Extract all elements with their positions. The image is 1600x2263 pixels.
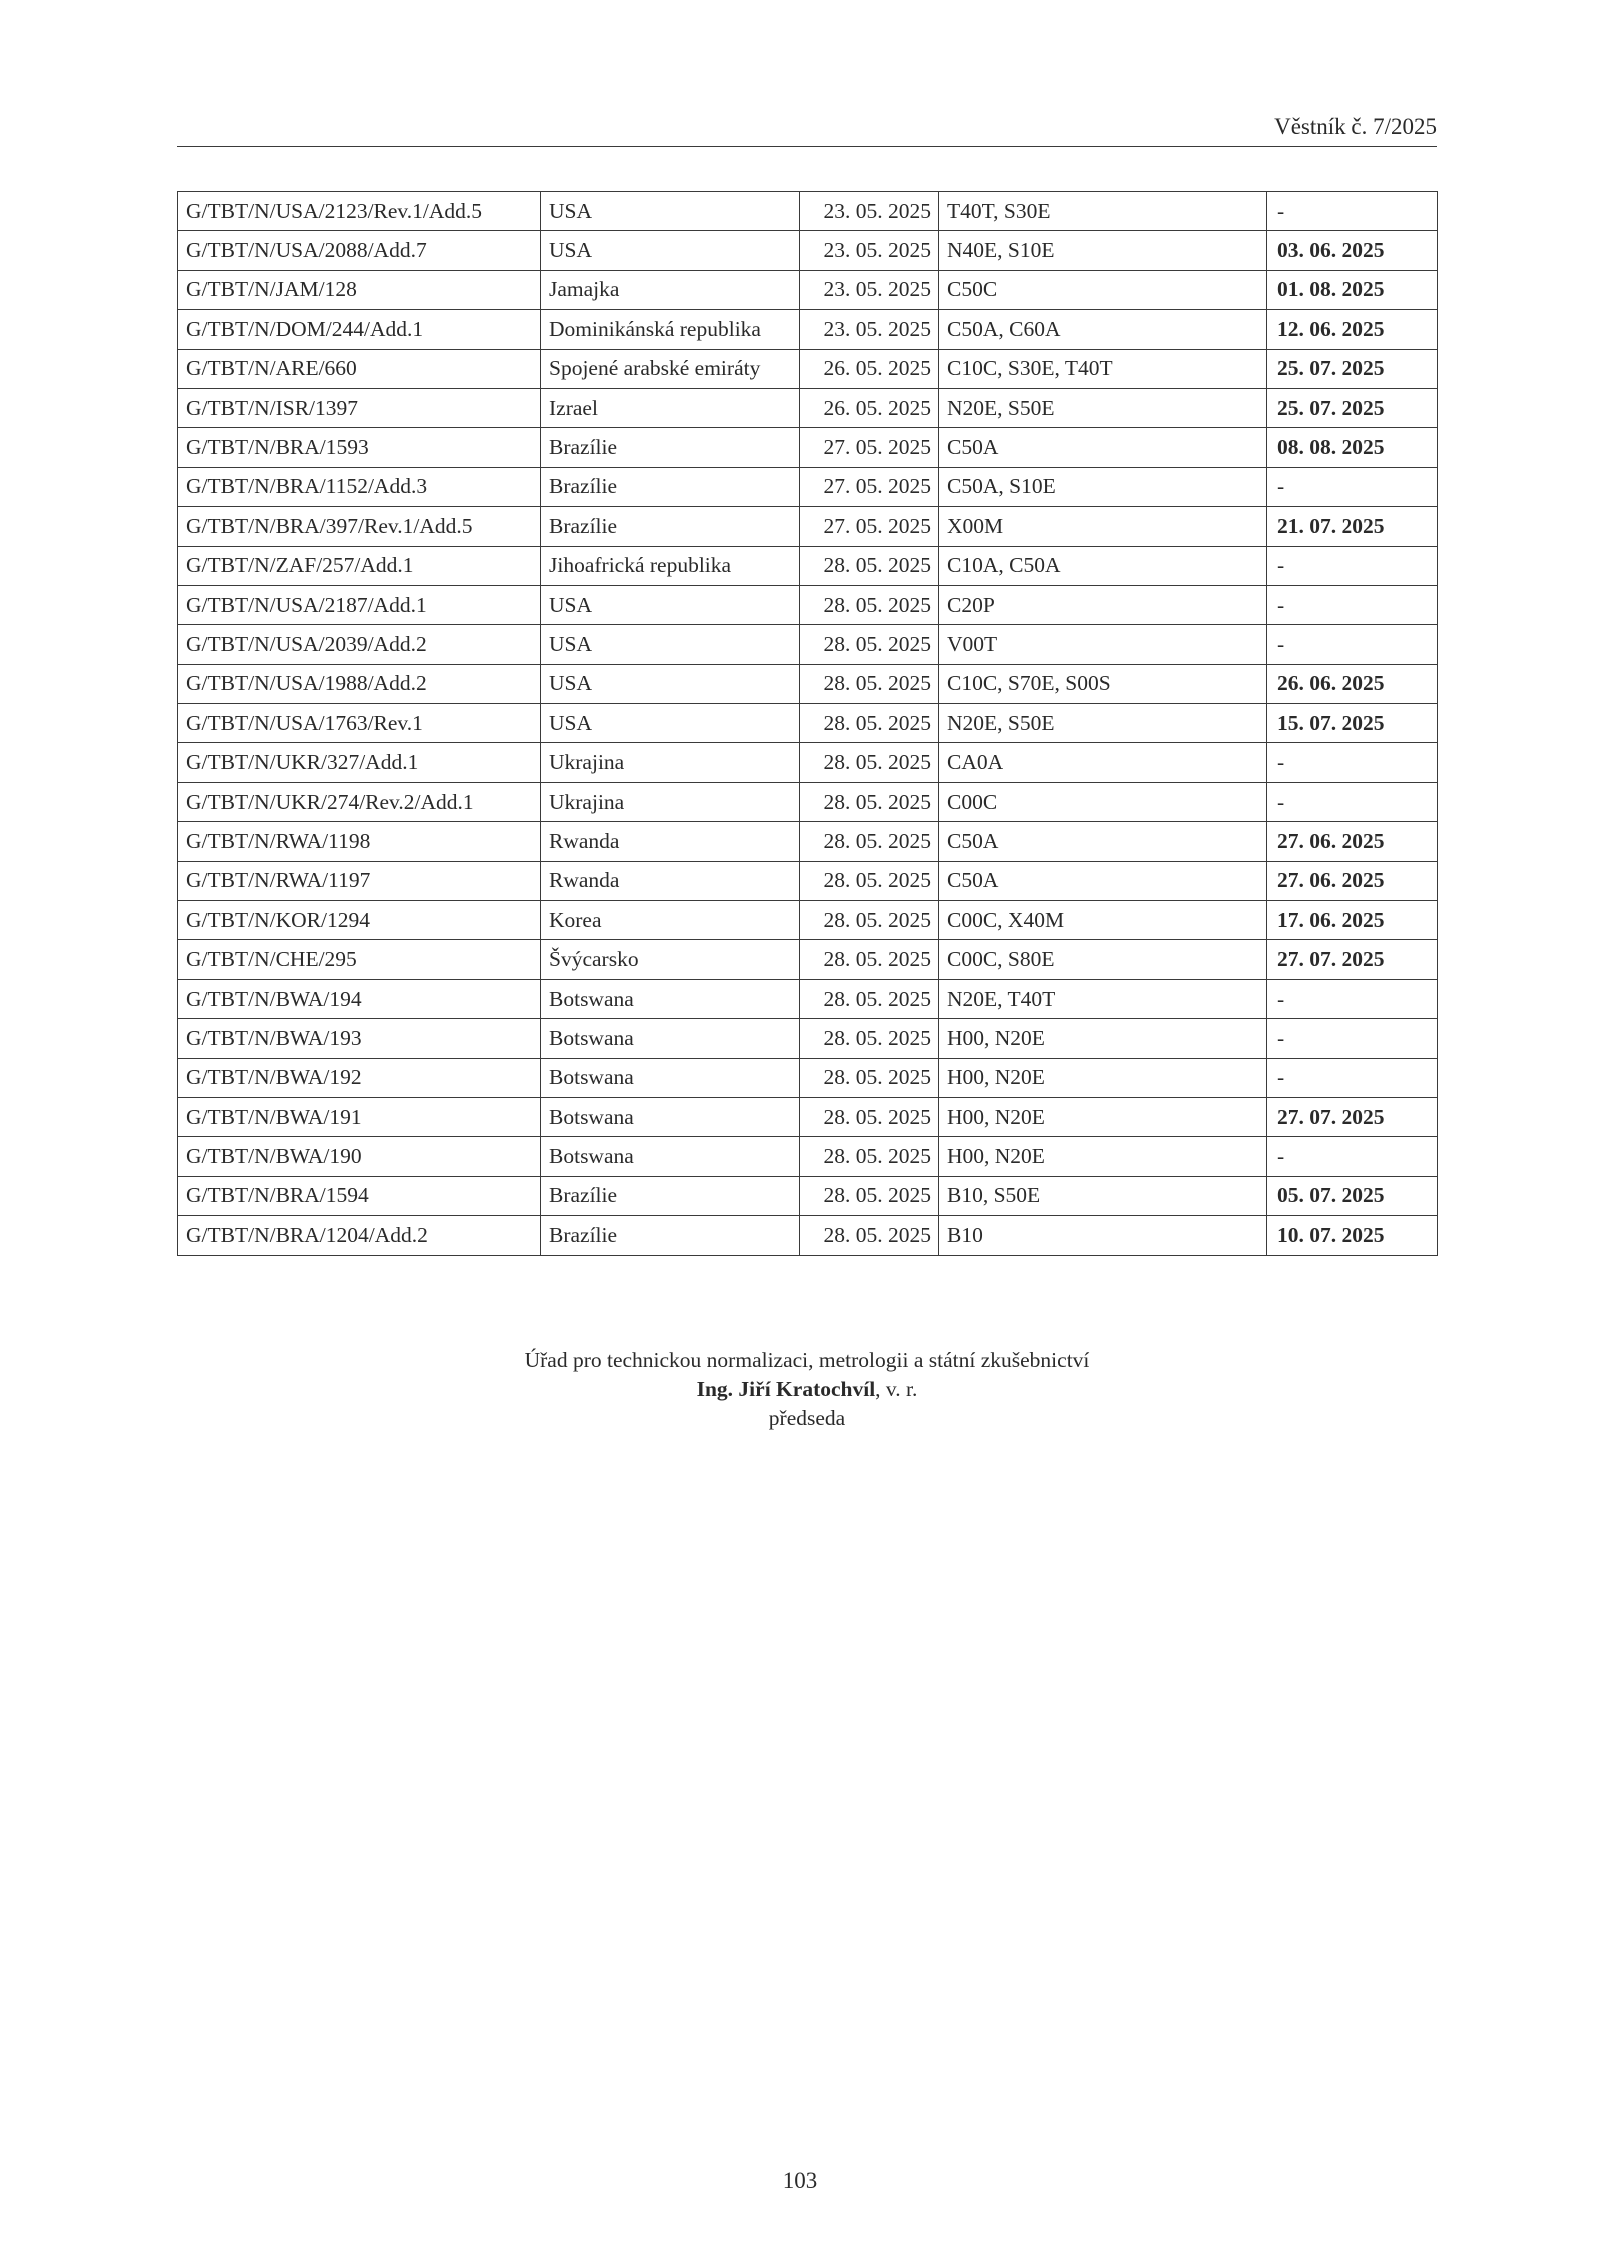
table-row: [178, 940, 1438, 979]
page-number: 103: [782, 2168, 818, 2193]
date-cell: 28. 05. 2025: [800, 782, 939, 821]
ics-code-cell: C50A, S10E: [939, 467, 1267, 506]
country-cell: Brazílie: [541, 467, 800, 506]
ics-code-cell: B10: [939, 1216, 1267, 1255]
comment-deadline-cell: 27. 07. 2025: [1267, 940, 1438, 979]
ics-code-cell: C50A: [939, 861, 1267, 900]
country-cell: Rwanda: [541, 861, 800, 900]
comment-deadline-cell: 17. 06. 2025: [1267, 901, 1438, 940]
signatory: [177, 1375, 1437, 1404]
table-row: [178, 231, 1438, 270]
date-cell: 28. 05. 2025: [800, 704, 939, 743]
table-row: [178, 1216, 1438, 1255]
country-cell: Jihoafrická republika: [541, 546, 800, 585]
table-row: [178, 428, 1438, 467]
ics-code-cell: C10C, S30E, T40T: [939, 349, 1267, 388]
comment-deadline-cell: -: [1267, 782, 1438, 821]
ics-code-cell: C10C, S70E, S00S: [939, 664, 1267, 703]
table-row: [178, 1058, 1438, 1097]
country-cell: Botswana: [541, 1137, 800, 1176]
country-cell: USA: [541, 704, 800, 743]
comment-deadline-cell: 15. 07. 2025: [1267, 704, 1438, 743]
comment-deadline-cell: -: [1267, 979, 1438, 1018]
ics-code-cell: C00C: [939, 782, 1267, 821]
country-cell: USA: [541, 192, 800, 231]
country-cell: Brazílie: [541, 428, 800, 467]
ics-code-cell: C50A, C60A: [939, 310, 1267, 349]
date-cell: 28. 05. 2025: [800, 940, 939, 979]
ics-code-cell: B10, S50E: [939, 1176, 1267, 1215]
country-cell: Korea: [541, 901, 800, 940]
table-row: [178, 1137, 1438, 1176]
notification-code-cell: G/TBT/N/USA/2039/Add.2: [178, 625, 541, 664]
date-cell: 26. 05. 2025: [800, 349, 939, 388]
country-cell: Rwanda: [541, 822, 800, 861]
date-cell: 28. 05. 2025: [800, 1097, 939, 1136]
signatory-suffix: , v. r.: [875, 1377, 918, 1401]
comment-deadline-cell: 27. 06. 2025: [1267, 822, 1438, 861]
country-cell: Botswana: [541, 1019, 800, 1058]
table-row: [178, 704, 1438, 743]
table-row: [178, 546, 1438, 585]
date-cell: 28. 05. 2025: [800, 664, 939, 703]
country-cell: Botswana: [541, 1058, 800, 1097]
country-cell: USA: [541, 585, 800, 624]
comment-deadline-cell: -: [1267, 743, 1438, 782]
date-cell: 28. 05. 2025: [800, 1137, 939, 1176]
notification-code-cell: G/TBT/N/ARE/660: [178, 349, 541, 388]
ics-code-cell: N20E, T40T: [939, 979, 1267, 1018]
notification-code-cell: G/TBT/N/BRA/397/Rev.1/Add.5: [178, 507, 541, 546]
notification-code-cell: G/TBT/N/RWA/1197: [178, 861, 541, 900]
notification-code-cell: G/TBT/N/BRA/1593: [178, 428, 541, 467]
date-cell: 28. 05. 2025: [800, 822, 939, 861]
notification-code-cell: G/TBT/N/BRA/1204/Add.2: [178, 1216, 541, 1255]
date-cell: 28. 05. 2025: [800, 1176, 939, 1215]
notifications-table-body: [178, 192, 1438, 1256]
country-cell: Izrael: [541, 388, 800, 427]
notification-code-cell: G/TBT/N/USA/1763/Rev.1: [178, 704, 541, 743]
date-cell: 28. 05. 2025: [800, 861, 939, 900]
table-row: [178, 861, 1438, 900]
table-row: [178, 270, 1438, 309]
signatory-name: Ing. Jiří Kratochvíl: [696, 1377, 876, 1401]
notification-code-cell: G/TBT/N/CHE/295: [178, 940, 541, 979]
table-row: [178, 349, 1438, 388]
date-cell: 27. 05. 2025: [800, 428, 939, 467]
date-cell: 28. 05. 2025: [800, 743, 939, 782]
notification-code-cell: G/TBT/N/USA/2123/Rev.1/Add.5: [178, 192, 541, 231]
table-row: [178, 585, 1438, 624]
comment-deadline-cell: 08. 08. 2025: [1267, 428, 1438, 467]
ics-code-cell: X00M: [939, 507, 1267, 546]
date-cell: 28. 05. 2025: [800, 1058, 939, 1097]
comment-deadline-cell: -: [1267, 1137, 1438, 1176]
table-row: [178, 1176, 1438, 1215]
notification-code-cell: G/TBT/N/JAM/128: [178, 270, 541, 309]
notification-code-cell: G/TBT/N/ISR/1397: [178, 388, 541, 427]
ics-code-cell: N20E, S50E: [939, 704, 1267, 743]
comment-deadline-cell: -: [1267, 625, 1438, 664]
ics-code-cell: C00C, X40M: [939, 901, 1267, 940]
table-row: [178, 664, 1438, 703]
date-cell: 23. 05. 2025: [800, 192, 939, 231]
table-row: [178, 1019, 1438, 1058]
date-cell: 28. 05. 2025: [800, 979, 939, 1018]
page-header: [177, 112, 1437, 147]
comment-deadline-cell: 21. 07. 2025: [1267, 507, 1438, 546]
comment-deadline-cell: 25. 07. 2025: [1267, 349, 1438, 388]
table-row: [178, 782, 1438, 821]
table-row: [178, 901, 1438, 940]
country-cell: Brazílie: [541, 1216, 800, 1255]
table-row: [178, 1097, 1438, 1136]
notification-code-cell: G/TBT/N/BRA/1152/Add.3: [178, 467, 541, 506]
ics-code-cell: C10A, C50A: [939, 546, 1267, 585]
country-cell: Dominikánská republika: [541, 310, 800, 349]
comment-deadline-cell: -: [1267, 1058, 1438, 1097]
country-cell: Jamajka: [541, 270, 800, 309]
notification-code-cell: G/TBT/N/BWA/190: [178, 1137, 541, 1176]
table-row: [178, 822, 1438, 861]
date-cell: 27. 05. 2025: [800, 467, 939, 506]
table-row: [178, 192, 1438, 231]
country-cell: Brazílie: [541, 507, 800, 546]
comment-deadline-cell: -: [1267, 1019, 1438, 1058]
notification-code-cell: G/TBT/N/DOM/244/Add.1: [178, 310, 541, 349]
table-row: [178, 310, 1438, 349]
country-cell: Botswana: [541, 979, 800, 1018]
ics-code-cell: C50A: [939, 822, 1267, 861]
signatory-role: předseda: [768, 1406, 846, 1430]
country-cell: USA: [541, 664, 800, 703]
date-cell: 28. 05. 2025: [800, 585, 939, 624]
signature-block: [177, 1346, 1437, 1433]
date-cell: 23. 05. 2025: [800, 231, 939, 270]
date-cell: 28. 05. 2025: [800, 1019, 939, 1058]
comment-deadline-cell: 26. 06. 2025: [1267, 664, 1438, 703]
comment-deadline-cell: 27. 06. 2025: [1267, 861, 1438, 900]
date-cell: 28. 05. 2025: [800, 546, 939, 585]
notification-code-cell: G/TBT/N/UKR/327/Add.1: [178, 743, 541, 782]
table-row: [178, 507, 1438, 546]
notifications-table: [177, 191, 1438, 1256]
notification-code-cell: G/TBT/N/BWA/191: [178, 1097, 541, 1136]
comment-deadline-cell: 27. 07. 2025: [1267, 1097, 1438, 1136]
ics-code-cell: CA0A: [939, 743, 1267, 782]
ics-code-cell: C50C: [939, 270, 1267, 309]
comment-deadline-cell: 03. 06. 2025: [1267, 231, 1438, 270]
date-cell: 28. 05. 2025: [800, 901, 939, 940]
comment-deadline-cell: 25. 07. 2025: [1267, 388, 1438, 427]
notification-code-cell: G/TBT/N/BRA/1594: [178, 1176, 541, 1215]
date-cell: 26. 05. 2025: [800, 388, 939, 427]
notification-code-cell: G/TBT/N/BWA/194: [178, 979, 541, 1018]
ics-code-cell: H00, N20E: [939, 1137, 1267, 1176]
notification-code-cell: G/TBT/N/KOR/1294: [178, 901, 541, 940]
notification-code-cell: G/TBT/N/USA/2187/Add.1: [178, 585, 541, 624]
ics-code-cell: C00C, S80E: [939, 940, 1267, 979]
comment-deadline-cell: -: [1267, 467, 1438, 506]
comment-deadline-cell: 01. 08. 2025: [1267, 270, 1438, 309]
ics-code-cell: N40E, S10E: [939, 231, 1267, 270]
ics-code-cell: C20P: [939, 585, 1267, 624]
country-cell: USA: [541, 625, 800, 664]
country-cell: Botswana: [541, 1097, 800, 1136]
issuing-office: Úřad pro technickou normalizaci, metrologii a státní zkušebnictví: [524, 1348, 1090, 1372]
ics-code-cell: H00, N20E: [939, 1019, 1267, 1058]
notification-code-cell: G/TBT/N/ZAF/257/Add.1: [178, 546, 541, 585]
comment-deadline-cell: 12. 06. 2025: [1267, 310, 1438, 349]
notification-code-cell: G/TBT/N/USA/1988/Add.2: [178, 664, 541, 703]
ics-code-cell: N20E, S50E: [939, 388, 1267, 427]
comment-deadline-cell: 10. 07. 2025: [1267, 1216, 1438, 1255]
country-cell: Brazílie: [541, 1176, 800, 1215]
notification-code-cell: G/TBT/N/UKR/274/Rev.2/Add.1: [178, 782, 541, 821]
ics-code-cell: H00, N20E: [939, 1058, 1267, 1097]
country-cell: Spojené arabské emiráty: [541, 349, 800, 388]
date-cell: 28. 05. 2025: [800, 1216, 939, 1255]
table-row: [178, 625, 1438, 664]
table-row: [178, 388, 1438, 427]
country-cell: Ukrajina: [541, 782, 800, 821]
notification-code-cell: G/TBT/N/RWA/1198: [178, 822, 541, 861]
ics-code-cell: V00T: [939, 625, 1267, 664]
comment-deadline-cell: 05. 07. 2025: [1267, 1176, 1438, 1215]
table-row: [178, 979, 1438, 1018]
ics-code-cell: C50A: [939, 428, 1267, 467]
date-cell: 23. 05. 2025: [800, 310, 939, 349]
date-cell: 28. 05. 2025: [800, 625, 939, 664]
country-cell: USA: [541, 231, 800, 270]
notification-code-cell: G/TBT/N/BWA/193: [178, 1019, 541, 1058]
date-cell: 27. 05. 2025: [800, 507, 939, 546]
date-cell: 23. 05. 2025: [800, 270, 939, 309]
notification-code-cell: G/TBT/N/USA/2088/Add.7: [178, 231, 541, 270]
comment-deadline-cell: -: [1267, 546, 1438, 585]
comment-deadline-cell: -: [1267, 585, 1438, 624]
country-cell: Ukrajina: [541, 743, 800, 782]
table-row: [178, 467, 1438, 506]
journal-title: Věstník č. 7/2025: [1274, 114, 1437, 139]
notification-code-cell: G/TBT/N/BWA/192: [178, 1058, 541, 1097]
comment-deadline-cell: -: [1267, 192, 1438, 231]
country-cell: Švýcarsko: [541, 940, 800, 979]
table-row: [178, 743, 1438, 782]
ics-code-cell: H00, N20E: [939, 1097, 1267, 1136]
ics-code-cell: T40T, S30E: [939, 192, 1267, 231]
